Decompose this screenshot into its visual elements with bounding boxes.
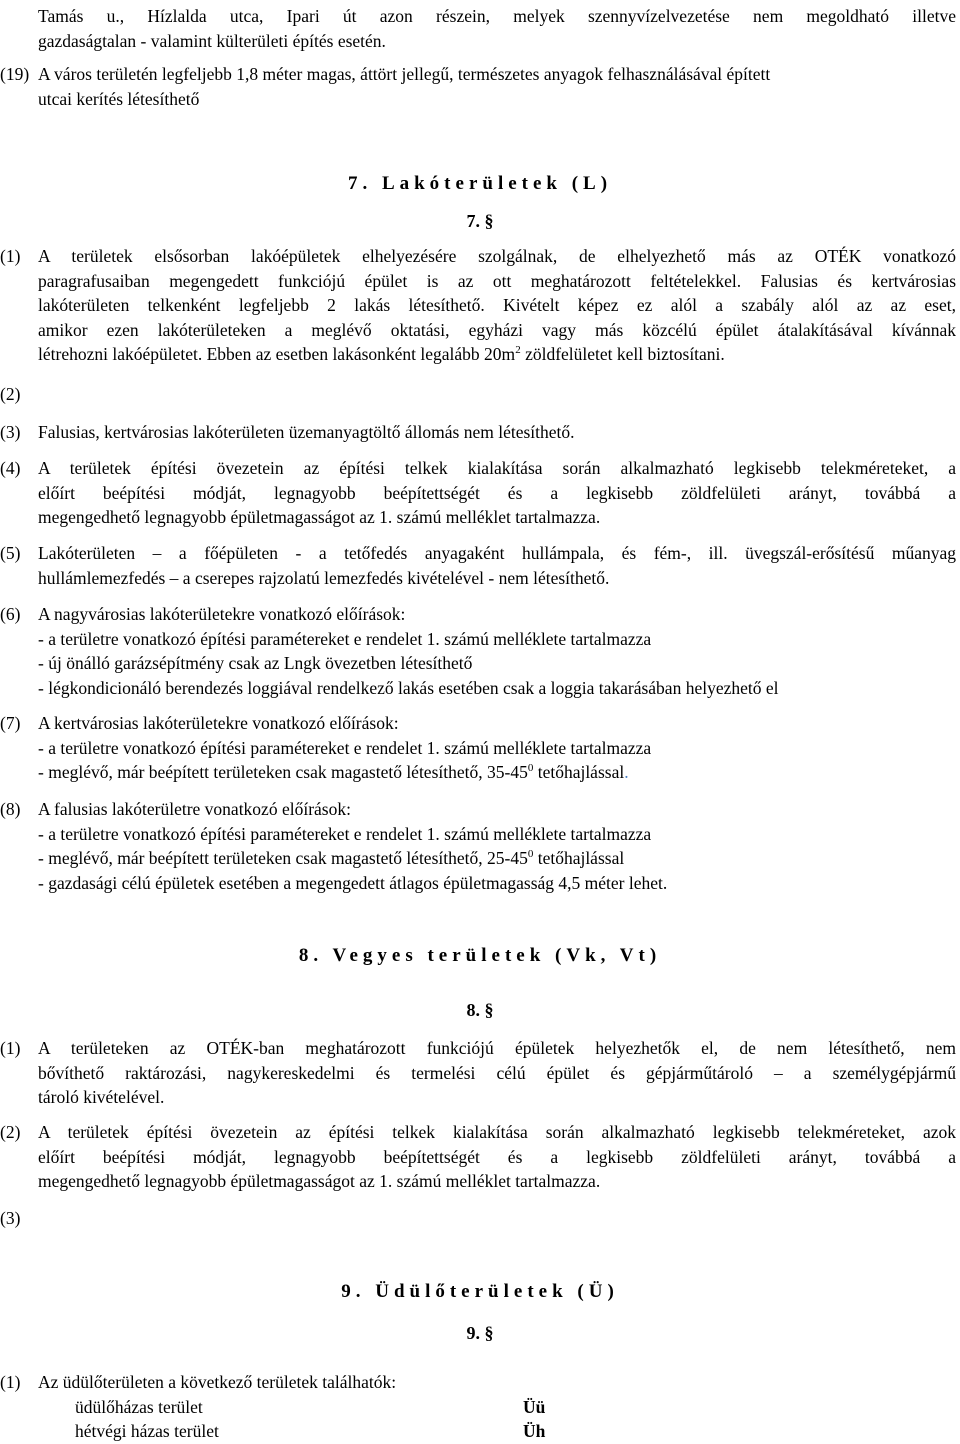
s7-paragraph-5 bbox=[0, 541, 956, 590]
text-line: A területek építési övezetein az építési telkek kialakítása során alkalmazható legkisebb telekméreteket, a bbox=[38, 458, 956, 478]
paragraph-number: (3) bbox=[0, 1208, 21, 1228]
text-line: A kertvárosias lakóterületekre vonatkozó előírások: bbox=[38, 713, 399, 733]
zone-row bbox=[75, 1419, 575, 1444]
text-segment: - meglévő, már beépített területeken csak magastető létesíthető, 35-45 bbox=[38, 762, 528, 782]
paragraph-body bbox=[38, 1036, 956, 1110]
zone-code: Üh bbox=[523, 1421, 546, 1441]
text-line: paragrafusaiban megengedett funkciójú épület is az ott meghatározott feltételekkel. Falusias és kertvárosias bbox=[38, 270, 956, 291]
paragraph-number: (5) bbox=[0, 543, 21, 563]
paragraph-body bbox=[38, 602, 956, 700]
list-item: - légkondicionáló berendezés loggiával rendelkező lakás esetében csak a loggia takarásában helyezhető el bbox=[38, 677, 779, 698]
zone-code: Üü bbox=[523, 1397, 546, 1417]
section-heading-udulo-teruletek: 9. Üdülőterületek (Ü) bbox=[341, 1281, 619, 1302]
paragraph-number: (2) bbox=[0, 384, 21, 404]
text-line: amikor ezen lakóterületeken a meglévő oktatási, egyházi vagy más közcélú épület átalakításával kívánnak bbox=[38, 319, 956, 340]
superscript: 0 bbox=[527, 762, 534, 774]
paragraph-number: (7) bbox=[0, 713, 21, 733]
section-mark-8: 8. § bbox=[466, 1000, 494, 1020]
text-line: bővíthető raktározási, nagykereskedelmi és termelési célú épület és gépjárműtároló – a személygépjármű bbox=[38, 1062, 956, 1083]
paragraph-body bbox=[38, 541, 956, 590]
text-segment: tetőhajlással bbox=[533, 848, 625, 868]
text-line: A falusias lakóterületre vonatkozó előírások: bbox=[38, 799, 351, 819]
s8-paragraph-1 bbox=[0, 1036, 956, 1110]
text-segment: tetőhajlással bbox=[533, 762, 625, 782]
text-line: megengedhető legnagyobb épületmagasságot az 1. számú melléklet tartalmazza. bbox=[38, 507, 601, 527]
list-item bbox=[38, 760, 956, 785]
text-line: lakóterületen telkenként legfeljebb 2 lakás létesíthető. Kivételt képez ez alól a szabály alól az az eset, bbox=[38, 295, 956, 315]
list-item: - a területre vonatkozó építési paramétereket e rendelet 1. számú melléklete tartalmazza bbox=[38, 823, 652, 844]
list-item: - a területre vonatkozó építési paramétereket e rendelet 1. számú melléklete tartalmazza bbox=[38, 628, 652, 649]
zone-label: hétvégi házas terület bbox=[75, 1421, 219, 1441]
text-line: A területeken az OTÉK-ban meghatározott funkciójú épületek helyezhetők el, de nem létesíthető, nem bbox=[38, 1038, 956, 1058]
text-line: Falusias, kertvárosias lakóterületen üzemanyagtöltő állomás nem létesíthető. bbox=[38, 422, 575, 442]
list-item bbox=[38, 846, 956, 871]
section-mark-9: 9. § bbox=[466, 1323, 494, 1343]
text-line: Tamás u., Hízlalda utca, Ipari út azon részein, melyek szennyvízelvezetése nem megoldható illetve bbox=[38, 6, 956, 26]
paragraph-number: (8) bbox=[0, 799, 21, 819]
text-line: A területek elsősorban lakóépületek elhelyezésére szolgálnak, de elhelyezhető más az OTÉK vonatkozó bbox=[38, 246, 956, 266]
text-line: gazdaságtalan - valamint külterületi építés esetén. bbox=[38, 30, 386, 51]
paragraph-number: (6) bbox=[0, 604, 21, 624]
paragraph-number: (1) bbox=[0, 1372, 21, 1392]
zone-row bbox=[75, 1395, 575, 1420]
superscript: 0 bbox=[527, 848, 534, 860]
text-line: A területek építési övezetein az építési telkek kialakítása során alkalmazható legkisebb telekméreteket, azok bbox=[38, 1122, 956, 1142]
s7-paragraph-7 bbox=[0, 711, 956, 785]
paragraph-body bbox=[38, 456, 956, 530]
paragraph-body bbox=[38, 244, 956, 367]
intro-paragraph bbox=[0, 4, 956, 53]
section-heading-lakoteruletek: 7. Lakóterületek (L) bbox=[347, 173, 613, 194]
superscript: 2 bbox=[515, 344, 521, 356]
paragraph-body bbox=[38, 62, 956, 111]
text-segment: zöldfelületet kell biztosítani. bbox=[520, 344, 725, 364]
list-item: - a területre vonatkozó építési paramétereket e rendelet 1. számú melléklete tartalmazza bbox=[38, 737, 652, 758]
text-segment: létrehozni lakóépületet. Ebben az esetben lakásonként legalább 20m bbox=[38, 344, 516, 364]
text-line: hullámlemezfedés – a cserepes rajzolatú lemezfedés kivételével - nem létesíthető. bbox=[38, 567, 610, 588]
paragraph-body bbox=[38, 1120, 956, 1194]
s7-paragraph-8 bbox=[0, 797, 956, 895]
zone-label: üdülőházas terület bbox=[75, 1397, 203, 1417]
s7-paragraph-1 bbox=[0, 244, 956, 367]
text-line: A város területén legfeljebb 1,8 méter magas, áttört jellegű, természetes anyagok felhasználásával épített bbox=[38, 64, 771, 84]
s7-paragraph-4 bbox=[0, 456, 956, 530]
s9-paragraph-1 bbox=[0, 1370, 956, 1395]
text-line bbox=[38, 342, 956, 367]
paragraph-number: (19) bbox=[0, 64, 30, 84]
list-item: - gazdasági célú épületek esetében a megengedett átlagos épületmagasság 4,5 méter lehet. bbox=[38, 872, 668, 893]
s7-paragraph-3 bbox=[0, 420, 956, 445]
s7-paragraph-6 bbox=[0, 602, 956, 700]
paragraph-body bbox=[38, 1370, 956, 1395]
paragraph-body bbox=[38, 797, 956, 895]
paragraph-number: (2) bbox=[0, 1122, 21, 1142]
paragraph-number: (1) bbox=[0, 1038, 21, 1058]
paragraph-body bbox=[38, 420, 956, 445]
text-line: megengedhető legnagyobb épületmagasságot az 1. számú melléklet tartalmazza. bbox=[38, 1171, 601, 1191]
text-line: Az üdülőterületen a következő területek találhatók: bbox=[38, 1372, 397, 1392]
text-line: Lakóterületen – a főépületen - a tetőfedés anyagaként hullámpala, és fém-, ill. üvegszál-erősítésű műanyag bbox=[38, 543, 956, 563]
paragraph-number: (1) bbox=[0, 246, 21, 266]
text-segment: - meglévő, már beépített területeken csak magastető létesíthető, 25-45 bbox=[38, 848, 528, 868]
text-line: tároló kivételével. bbox=[38, 1087, 165, 1107]
text-line: előírt beépítési módját, legnagyobb beépítettségét és a legkisebb zöldfelületi arányt, továbbá a bbox=[38, 1146, 956, 1167]
paragraph-number: (3) bbox=[0, 422, 21, 442]
text-line: A nagyvárosias lakóterületekre vonatkozó előírások: bbox=[38, 604, 406, 624]
section-mark-7: 7. § bbox=[466, 211, 494, 231]
text-line: utcai kerítés létesíthető bbox=[38, 88, 200, 109]
text-segment: . bbox=[624, 762, 629, 782]
paragraph-body bbox=[38, 711, 956, 785]
text-line: előírt beépítési módját, legnagyobb beépítettségét és a legkisebb zöldfelületi arányt, továbbá a bbox=[38, 482, 956, 503]
list-item: - új önálló garázsépítmény csak az Lngk övezetben létesíthető bbox=[38, 653, 473, 673]
section-heading-vegyes-teruletek: 8. Vegyes területek (Vk, Vt) bbox=[298, 945, 662, 966]
s8-paragraph-2 bbox=[0, 1120, 956, 1194]
paragraph-19 bbox=[0, 62, 956, 111]
paragraph-number: (4) bbox=[0, 458, 21, 478]
